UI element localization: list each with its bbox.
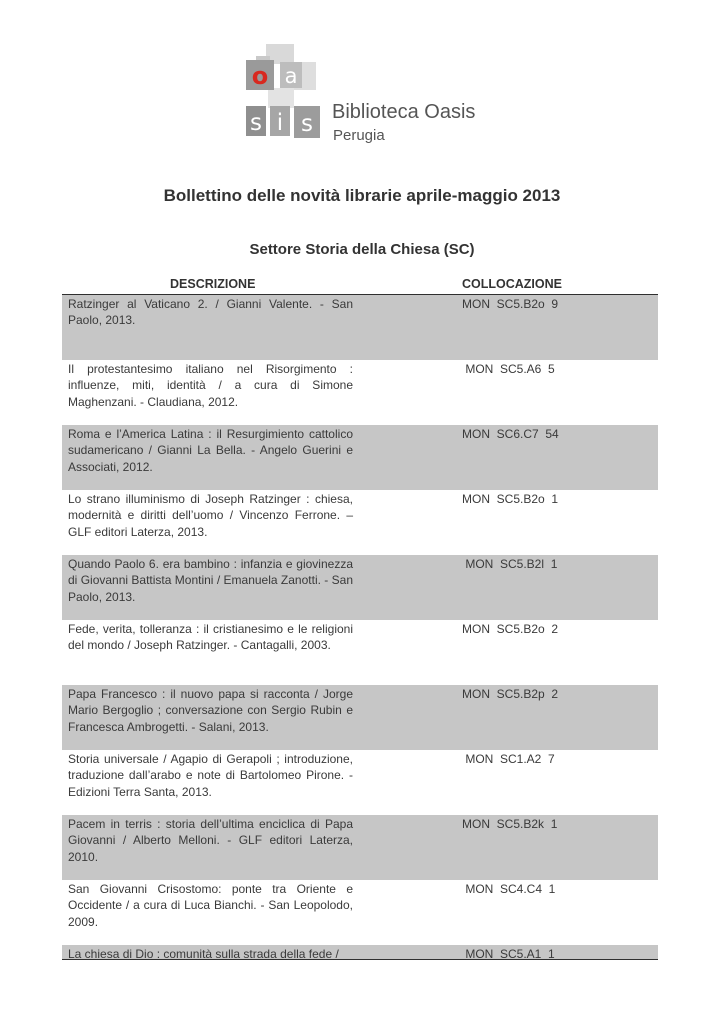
- table-row: [62, 750, 658, 815]
- book-description: San Giovanni Crisostomo: ponte tra Oriente e Occidente / a cura di Luca Bianchi. - San Leopolodo, 2009.: [68, 882, 353, 929]
- table-row: [62, 425, 658, 490]
- library-name: Biblioteca Oasis: [332, 101, 476, 123]
- table-row: [62, 360, 658, 425]
- book-description: Pacem in terris : storia dell’ultima enciclica di Papa Giovanni / Alberto Melloni. - GLF editori Laterza, 2010.: [68, 817, 353, 864]
- book-description: Storia universale / Agapio di Gerapoli ; introduzione, traduzione dall’arabo e note di Bartolomeo Pirone. - Edizioni Terra Santa, 2013.: [68, 752, 353, 799]
- shelf-location: MON SC1.A2 7: [462, 752, 555, 766]
- logo-letter-s2: s: [301, 111, 313, 137]
- book-description: Roma e l’America Latina : il Resurgimiento cattolico sudamericano / Gianni La Bella. - Angelo Guerini e Associati, 2012.: [68, 427, 353, 474]
- book-description: Papa Francesco : il nuovo papa si racconta / Jorge Mario Bergoglio ; conversazione con Sergio Rubin e Francesca Ambrogetti. - Salani, 2013.: [68, 687, 353, 734]
- shelf-location: MON SC5.B2k 1: [462, 817, 558, 831]
- shelf-location: MON SC5.B2p 2: [462, 687, 559, 701]
- library-logo: [236, 44, 326, 144]
- section-subtitle: Settore Storia della Chiesa (SC): [249, 241, 475, 258]
- shelf-location: MON SC5.B2o 2: [462, 622, 559, 636]
- table-row: [62, 815, 658, 880]
- library-city: Perugia: [333, 127, 385, 144]
- table-row: [62, 685, 658, 750]
- book-description: Ratzinger al Vaticano 2. / Gianni Valente. - San Paolo, 2013.: [68, 297, 353, 328]
- shelf-location: MON SC5.B2o 9: [462, 297, 559, 311]
- book-description: La chiesa di Dio : comunità sulla strada della fede /: [68, 947, 339, 960]
- shelf-location: MON SC5.A1 1: [462, 947, 555, 960]
- table-row: [62, 945, 658, 960]
- logo-letter-o: o: [251, 62, 269, 90]
- column-header-location: COLLOCAZIONE: [462, 277, 562, 291]
- logo-letter-i: i: [276, 110, 284, 136]
- shelf-location: MON SC5.A6 5: [462, 362, 555, 376]
- book-description: Fede, verita, tolleranza : il cristianesimo e le religioni del mondo / Joseph Ratzinger. - Cantagalli, 2003.: [68, 622, 353, 653]
- logo-letter-a: a: [284, 64, 298, 88]
- table-row: [62, 620, 658, 685]
- book-description: Il protestantesimo italiano nel Risorgimento : influenze, miti, identità / a cura di Simone Maghenzani. - Claudiana, 2012.: [68, 362, 353, 409]
- shelf-location: MON SC6.C7 54: [462, 427, 559, 441]
- column-header-description: DESCRIZIONE: [170, 277, 256, 291]
- book-description: Quando Paolo 6. era bambino : infanzia e giovinezza di Giovanni Battista Montini / Emanuela Zanotti. - San Paolo, 2013.: [68, 557, 353, 604]
- table-row: [62, 880, 658, 945]
- logo-letter-s: s: [250, 110, 262, 136]
- book-description: Lo strano illuminismo di Joseph Ratzinger : chiesa, modernità e diritti dell’uomo / Vincenzo Ferrone. – GLF editori Laterza, 2013.: [68, 492, 353, 539]
- logo-tile: [268, 88, 294, 108]
- shelf-location: MON SC4.C4 1: [462, 882, 556, 896]
- shelf-location: MON SC5.B2o 1: [462, 492, 559, 506]
- new-books-table: [62, 294, 658, 960]
- table-row: [62, 295, 658, 360]
- shelf-location: MON SC5.B2l 1: [462, 557, 558, 571]
- table-row: [62, 490, 658, 555]
- table-row: [62, 555, 658, 620]
- page-title: Bollettino delle novità librarie aprile-maggio 2013: [163, 186, 561, 205]
